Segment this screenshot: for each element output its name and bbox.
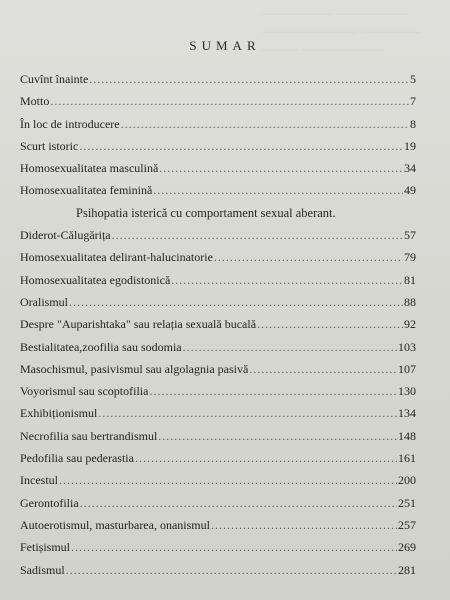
toc-entry-page-number: 161 <box>398 451 416 466</box>
toc-entry-title: Psihopatia isterică cu comportament sexual aberant. <box>76 205 336 220</box>
toc-entry-title: Scurt istoric <box>20 138 79 153</box>
dot-leader <box>211 518 397 533</box>
toc-entry-title: Homosexualitatea feminină <box>20 183 153 198</box>
toc-entry <box>20 473 416 495</box>
toc-entry <box>20 451 416 473</box>
toc-entry-title: Autoerotismul, masturbarea, onanismul <box>20 517 210 532</box>
dot-leader <box>171 273 403 288</box>
toc-entry-page-number: 34 <box>404 161 416 176</box>
toc-entry-title: Motto <box>20 94 50 109</box>
toc-section-heading <box>20 206 416 228</box>
table-of-contents <box>20 72 416 585</box>
toc-entry-page-number: 130 <box>398 384 416 399</box>
toc-entry-page-number: 257 <box>398 517 416 532</box>
toc-entry <box>20 295 416 317</box>
toc-entry-title: Diderot-Călugărița <box>20 228 111 243</box>
toc-entry-page-number: 92 <box>404 317 416 332</box>
dot-leader <box>159 161 403 176</box>
toc-entry-title: Bestialitatea,zoofilia sau sodomia <box>20 339 182 354</box>
toc-entry-page-number: 81 <box>404 272 416 287</box>
toc-entry <box>20 563 416 585</box>
toc-entry-page-number: 200 <box>398 473 416 488</box>
dot-leader <box>112 228 403 243</box>
toc-entry <box>20 94 416 116</box>
toc-entry-page-number: 269 <box>398 540 416 555</box>
toc-entry-page-number: 49 <box>404 183 416 198</box>
dot-leader <box>66 563 397 578</box>
toc-entry-title: Voyorismul sau scoptofilia <box>20 384 149 399</box>
toc-entry <box>20 317 416 339</box>
toc-entry <box>20 496 416 518</box>
toc-entry <box>20 183 416 205</box>
dot-leader <box>98 406 397 421</box>
toc-entry <box>20 429 416 451</box>
dot-leader <box>135 451 397 466</box>
toc-entry <box>20 518 416 540</box>
dot-leader <box>69 295 403 310</box>
toc-entry-title: Masochismul, pasivismul sau algolagnia pasivă <box>20 361 249 376</box>
toc-entry-page-number: 281 <box>398 562 416 577</box>
toc-entry <box>20 540 416 562</box>
dot-leader <box>59 473 397 488</box>
toc-entry <box>20 161 416 183</box>
dot-leader <box>153 183 403 198</box>
toc-entry-title: Exhibiționismul <box>20 406 98 421</box>
toc-entry <box>20 384 416 406</box>
toc-entry-page-number: 88 <box>404 294 416 309</box>
dot-leader <box>158 429 397 444</box>
toc-entry-title: Homosexualitatea masculină <box>20 161 159 176</box>
toc-entry-page-number: 8 <box>410 116 416 131</box>
dot-leader <box>121 117 409 132</box>
toc-entry-page-number: 79 <box>404 250 416 265</box>
dot-leader <box>257 317 403 332</box>
dot-leader <box>249 362 397 377</box>
toc-entry-title: Cuvînt înainte <box>20 72 89 86</box>
toc-entry-page-number: 5 <box>410 72 416 86</box>
toc-entry-title: Gerontofilia <box>20 495 79 510</box>
toc-entry-page-number: 251 <box>398 495 416 510</box>
toc-entry <box>20 139 416 161</box>
toc-entry <box>20 406 416 428</box>
toc-entry <box>20 228 416 250</box>
dot-leader <box>71 540 397 555</box>
page-title: SUMAR <box>189 38 261 53</box>
dot-leader <box>79 139 403 154</box>
dot-leader <box>89 72 409 87</box>
dot-leader <box>50 94 409 109</box>
toc-entry-page-number: 19 <box>404 138 416 153</box>
toc-entry <box>20 362 416 384</box>
toc-entry-page-number: 134 <box>398 406 416 421</box>
toc-entry-page-number: 148 <box>398 428 416 443</box>
toc-entry <box>20 117 416 139</box>
toc-entry-page-number: 107 <box>398 361 416 376</box>
toc-entry-title: Sadismul <box>20 562 65 577</box>
dot-leader <box>183 340 397 355</box>
toc-entry-page-number: 7 <box>410 94 416 109</box>
toc-entry-title: Homosexualitatea delirant-halucinatorie <box>20 250 213 265</box>
dot-leader <box>80 496 397 511</box>
toc-entry <box>20 250 416 272</box>
toc-entry <box>20 72 416 94</box>
toc-entry-page-number: 57 <box>404 228 416 243</box>
toc-entry-title: Fetișismul <box>20 540 71 555</box>
dot-leader <box>214 250 403 265</box>
toc-entry-title: Homosexualitatea egodistonică <box>20 272 171 287</box>
toc-entry-page-number: 103 <box>398 339 416 354</box>
toc-entry-title: Necrofilia sau bertrandismul <box>20 428 158 443</box>
show-through-text: —————— —————— ————— ———————— ——————— ——— <box>262 6 421 56</box>
dot-leader <box>149 384 397 399</box>
toc-entry-title: Pedofilia sau pederastia <box>20 451 134 466</box>
toc-entry-title: Oralismul <box>20 294 68 309</box>
toc-entry-title: În loc de introducere <box>20 116 120 131</box>
toc-entry <box>20 273 416 295</box>
toc-entry-title: Despre "Auparishtaka" sau relația sexuală bucală <box>20 317 257 332</box>
toc-entry <box>20 340 416 362</box>
toc-entry-title: Incestul <box>20 473 58 488</box>
